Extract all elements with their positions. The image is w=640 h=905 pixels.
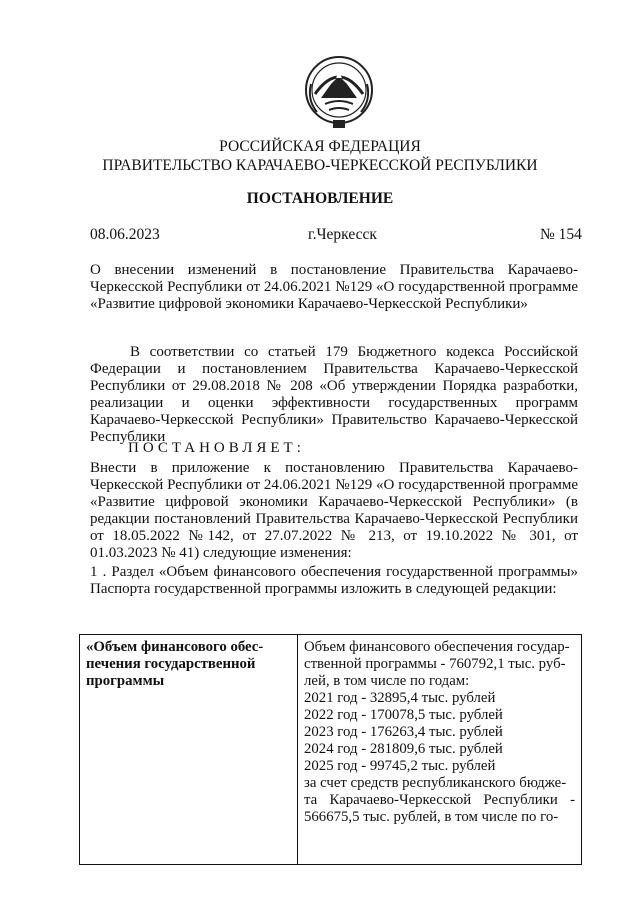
government-heading: ПРАВИТЕЛЬСТВО КАРАЧАЕВО-ЧЕРКЕССКОЙ РЕСПУБЛИКИ — [102, 157, 538, 174]
table-cell-value — [298, 635, 582, 865]
value-line: 2021 год - 32895,4 тыс. рублей — [304, 690, 496, 706]
document-date: 08.06.2023 — [90, 226, 160, 243]
intro-paragraph: Внести в приложение к постановлению Правительства Карачаево-Черкесской Республики от 24.06.2021 №129 «О государственной программе «Развитие цифровой экономики Карачаево-Черкесской Республики» (в редакции постановлений Правительства Карачаево-Черкесской Республики от 18.05.2022 №142, от 27.07.2022 № 213, от 19.10.2022 № 301, от 01.03.2023 № 41) следующие изменения: — [90, 460, 578, 561]
table-cell-label — [80, 635, 298, 865]
karachay-cherkess-coat-of-arms-icon — [303, 54, 375, 130]
value-line: та Карачаево-Черкесской Республики - — [304, 792, 575, 808]
country-heading: РОССИЙСКАЯ ФЕДЕРАЦИЯ — [219, 138, 421, 155]
value-line: 566675,5 тыс. рублей, в том числе по го- — [304, 809, 559, 825]
financing-table — [79, 634, 582, 865]
label-line: программы — [86, 673, 165, 689]
label-line: «Объем финансового обес- — [86, 639, 264, 655]
table-row — [80, 635, 582, 865]
value-line: за счет средств республиканского бюдже- — [304, 775, 567, 791]
value-line: ственной программы - 760792,1 тыс. руб- — [304, 656, 566, 672]
preamble-paragraph: В соответствии со статьей 179 Бюджетного кодекса Российской Федерации и постановлением Правительства Карачаево-Черкесской Республики от 29.08.2018 № 208 «Об утверждении Порядка разработки, реализации и оценки эффективности государственных программ Карачаево-Черкесской Республики» Правительство Карачаево-Черкесской Республики — [90, 344, 578, 445]
document-type-heading: ПОСТАНОВЛЕНИЕ — [246, 190, 394, 207]
value-line: 2023 год - 176263,4 тыс. рублей — [304, 724, 503, 740]
item-1-paragraph: 1 . Раздел «Объем финансового обеспечения государственной программы» Паспорта государственной программы изложить в следующей редакции: — [90, 564, 578, 597]
document-title: О внесении изменений в постановление Правительства Карачаево-Черкесской Республики от 24.06.2021 №129 «О государственной программе «Развитие цифровой экономики Карачаево-Черкесской Республики» — [90, 262, 578, 312]
document-number: № 154 — [540, 226, 582, 243]
value-line: 2022 год - 170078,5 тыс. рублей — [304, 707, 503, 723]
label-line: печения государственной — [86, 656, 256, 672]
value-line: лей, в том числе по годам: — [304, 673, 470, 689]
value-line: 2024 год - 281809,6 тыс. рублей — [304, 741, 503, 757]
value-line: 2025 год - 99745,2 тыс. рублей — [304, 758, 496, 774]
document-city: г.Черкесск — [308, 226, 377, 243]
value-line: Объем финансового обеспечения государ- — [304, 639, 570, 655]
decree-word: ПОСТАНОВЛЯЕТ: — [128, 440, 305, 456]
